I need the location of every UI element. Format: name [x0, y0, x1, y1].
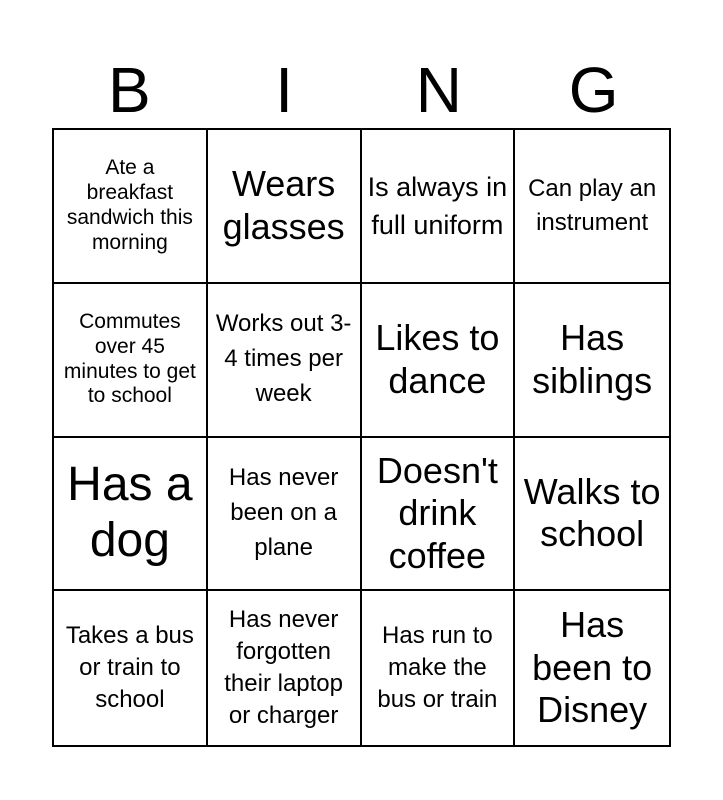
bingo-cell-text: Is always in full uniform: [367, 171, 508, 240]
bingo-cell-4-1[interactable]: [54, 591, 208, 745]
bingo-cell-text: Wears glasses: [222, 163, 345, 247]
bingo-cell-text: Has been to Disney: [532, 604, 653, 731]
bingo-cell-text: Walks to school: [523, 470, 661, 555]
bingo-cell-4-4[interactable]: [515, 591, 669, 745]
bingo-cell-3-2[interactable]: [208, 438, 362, 592]
bingo-cell-1-2[interactable]: [208, 130, 362, 284]
bingo-cell-3-4[interactable]: [515, 438, 669, 592]
bingo-card-grid: [52, 128, 671, 747]
header-letter-b: B: [108, 54, 151, 126]
bingo-cell-text: Doesn't drink coffee: [376, 449, 498, 576]
bingo-cell-4-3[interactable]: [362, 591, 516, 745]
bingo-cell-2-3[interactable]: [362, 284, 516, 438]
bingo-cell-text: Takes a bus or train to school: [65, 621, 194, 714]
bingo-cell-text: Has siblings: [532, 317, 653, 401]
bingo-cell-text: Has never forgotten their laptop or charger: [224, 606, 343, 730]
header-letter-g: G: [568, 54, 619, 126]
header-letter-n: N: [415, 54, 462, 126]
bingo-cell-text: Works out 3-4 times per week: [215, 310, 352, 408]
bingo-header: [52, 52, 671, 128]
bingo-cell-text: Has a dog: [67, 457, 193, 568]
bingo-cell-text: Ate a breakfast sandwich this morning: [66, 156, 193, 254]
bingo-cell-2-4[interactable]: [515, 284, 669, 438]
bingo-cell-1-3[interactable]: [362, 130, 516, 284]
bingo-cell-3-1[interactable]: [54, 438, 208, 592]
bingo-cell-text: Likes to dance: [375, 317, 500, 401]
bingo-cell-2-1[interactable]: [54, 284, 208, 438]
header-letter-i: I: [275, 54, 294, 126]
bingo-cell-text: Has run to make the bus or train: [377, 621, 498, 714]
bingo-cell-1-1[interactable]: [54, 130, 208, 284]
bingo-cell-1-4[interactable]: [515, 130, 669, 284]
bingo-cell-3-3[interactable]: [362, 438, 516, 592]
bingo-cell-4-2[interactable]: [208, 591, 362, 745]
bingo-cell-text: Has never been on a plane: [228, 464, 339, 561]
bingo-cell-2-2[interactable]: [208, 284, 362, 438]
bingo-cell-text: Can play an instrument: [528, 175, 657, 236]
bingo-cell-text: Commutes over 45 minutes to get to school: [63, 310, 196, 408]
